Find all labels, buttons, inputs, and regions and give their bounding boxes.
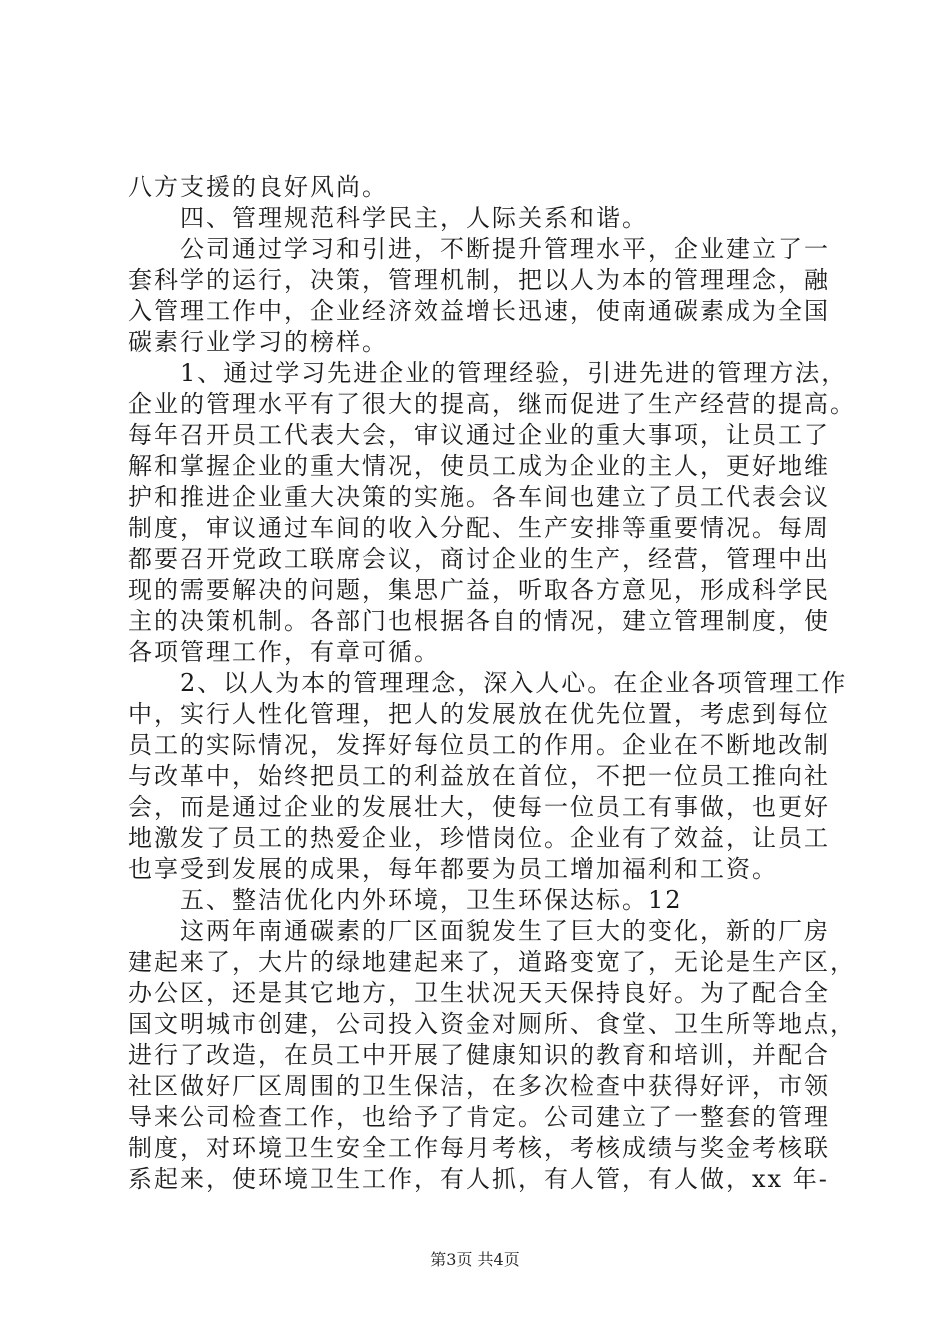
text-line: 社区做好厂区周围的卫生保洁，在多次检查中获得好评，市领 (128, 1072, 830, 1100)
text-line: 公司通过学习和引进，不断提升管理水平，企业建立了一 (180, 235, 830, 263)
text-line: 进行了改造，在员工中开展了健康知识的教育和培训，并配合 (128, 1041, 830, 1069)
text-line: 也享受到发展的成果，每年都要为员工增加福利和工资。 (128, 855, 778, 883)
text-line: 解和掌握企业的重大情况，使员工成为企业的主人，更好地维 (128, 452, 830, 480)
document-body (128, 172, 856, 1195)
text-line: 导来公司检查工作，也给予了肯定。公司建立了一整套的管理 (128, 1103, 830, 1131)
text-line: 员工的实际情况，发挥好每位员工的作用。企业在不断地改制 (128, 731, 830, 759)
text-line: 都要召开党政工联席会议，商讨企业的生产，经营，管理中出 (128, 545, 830, 573)
text-line: 这两年南通碳素的厂区面貌发生了巨大的变化，新的厂房 (180, 917, 830, 945)
text-line: 护和推进企业重大决策的实施。各车间也建立了员工代表会议 (128, 483, 830, 511)
text-line: 碳素行业学习的榜样。 (128, 328, 388, 356)
text-line: 主的决策机制。各部门也根据各自的情况，建立管理制度，使 (128, 607, 830, 635)
section-heading: 五、整洁优化内外环境，卫生环保达标。12 (180, 886, 683, 914)
text-line: 建起来了，大片的绿地建起来了，道路变宽了，无论是生产区， (128, 948, 856, 976)
text-line: 会，而是通过企业的发展壮大，使每一位员工有事做，也更好 (128, 793, 830, 821)
text-line: 中，实行人性化管理，把人的发展放在优先位置，考虑到每位 (128, 700, 830, 728)
text-line: 现的需要解决的问题，集思广益，听取各方意见，形成科学民 (128, 576, 830, 604)
text-line: 八方支援的良好风尚。 (128, 173, 388, 201)
page-footer (0, 1247, 950, 1270)
text-line: 2、以人为本的管理理念，深入人心。在企业各项管理工作 (180, 669, 848, 697)
text-line: 1、通过学习先进企业的管理经验，引进先进的管理方法， (180, 359, 848, 387)
text-line: 入管理工作中，企业经济效益增长迅速，使南通碳素成为全国 (128, 297, 830, 325)
text-line: 企业的管理水平有了很大的提高，继而促进了生产经营的提高。 (128, 390, 856, 418)
text-line: 制度，审议通过车间的收入分配、生产安排等重要情况。每周 (128, 514, 830, 542)
section-heading: 四、管理规范科学民主，人际关系和谐。 (180, 204, 648, 232)
text-line: 系起来，使环境卫生工作，有人抓，有人管，有人做，xx 年- (128, 1165, 829, 1193)
page-number-label: 第3页 共4页 (430, 1250, 520, 1269)
text-line: 国文明城市创建，公司投入资金对厕所、食堂、卫生所等地点， (128, 1010, 856, 1038)
text-line: 与改革中，始终把员工的利益放在首位，不把一位员工推向社 (128, 762, 830, 790)
text-line: 地激发了员工的热爱企业，珍惜岗位。企业有了效益，让员工 (128, 824, 830, 852)
text-line: 套科学的运行，决策，管理机制，把以人为本的管理理念，融 (128, 266, 830, 294)
text-line: 每年召开员工代表大会，审议通过企业的重大事项，让员工了 (128, 421, 830, 449)
text-line: 各项管理工作，有章可循。 (128, 638, 440, 666)
text-line: 制度，对环境卫生安全工作每月考核，考核成绩与奖金考核联 (128, 1134, 830, 1162)
text-line: 办公区，还是其它地方，卫生状况天天保持良好。为了配合全 (128, 979, 830, 1007)
